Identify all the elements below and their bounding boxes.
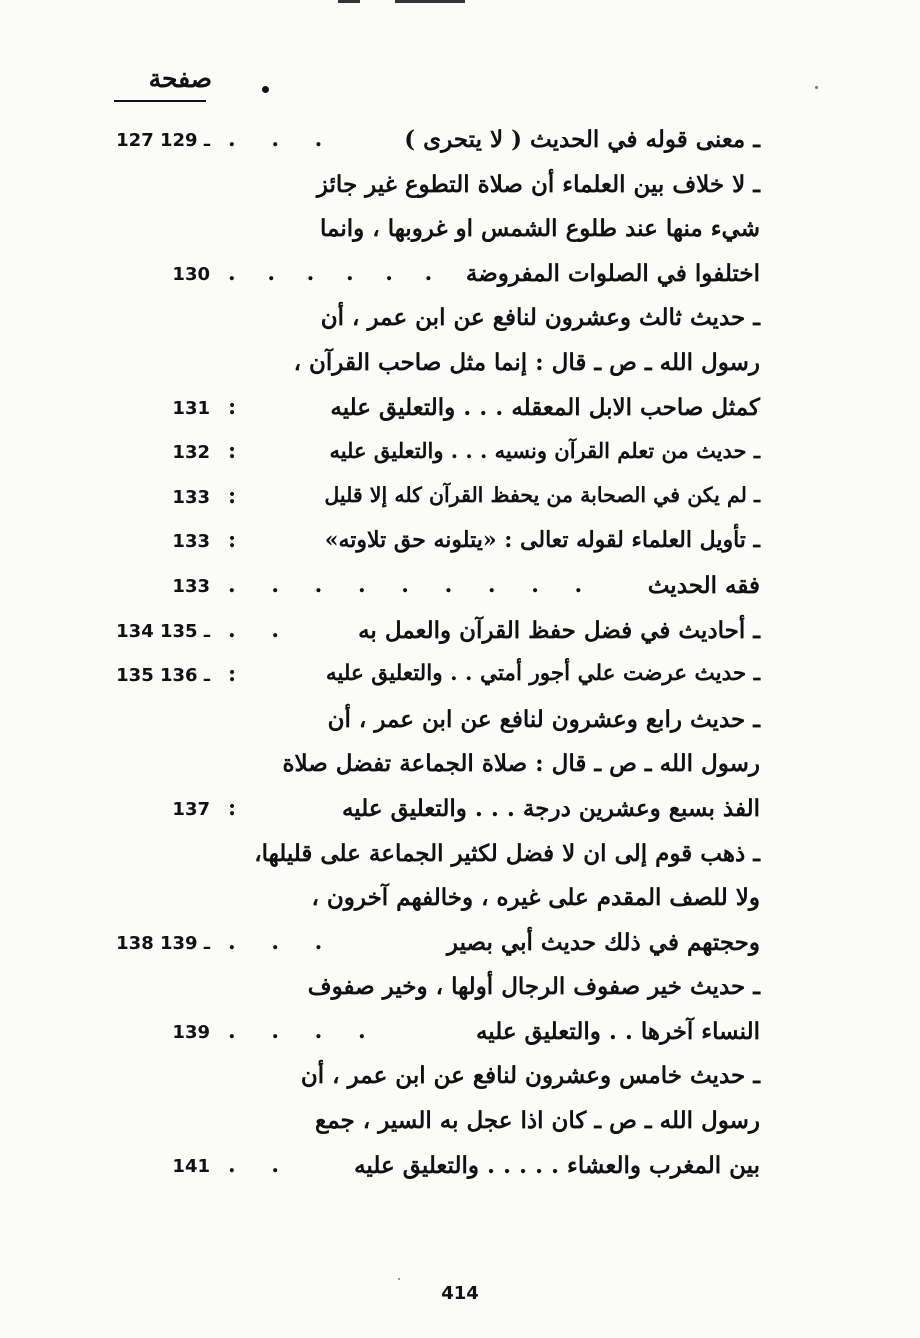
entry-text: ـ حديث خير صفوف الرجال أولها ، وخير صفوف: [307, 973, 760, 1001]
toc-entry: [110, 345, 760, 390]
header-underline: [114, 100, 206, 102]
entry-text: ـ ذهب قوم إلى ان لا فضل لكثير الجماعة على قليلها،: [254, 839, 760, 867]
entry-text: ـ حديث عرضت علي أجور أمتي . . والتعليق عليه: [325, 661, 760, 687]
entry-leader: :: [228, 438, 251, 465]
speck: [815, 86, 818, 89]
entry-leader: :: [228, 527, 251, 554]
page-number: 414: [441, 1283, 479, 1304]
toc-entry: [110, 434, 760, 479]
entry-page-number: 132: [172, 442, 210, 464]
entry-page-number: 133: [172, 531, 210, 553]
entry-leader: :: [228, 794, 251, 821]
toc-entry: [110, 1148, 760, 1193]
entry-text: رسول الله ـ ص ـ قال : إنما مثل صاحب القرآن ،: [293, 348, 760, 376]
entry-leader: . . . . . . . . .: [228, 571, 597, 598]
entry-text: ـ أحاديث في فضل حفظ القرآن والعمل به: [358, 616, 760, 644]
entry-page-number: 127 ـ 129: [116, 130, 210, 151]
entry-page-number: 139: [172, 1021, 210, 1043]
entry-text: شيء منها عند طلوع الشمس او غروبها ، وانما: [320, 215, 760, 243]
toc-entry: [110, 1103, 760, 1148]
entry-page-number: 141: [172, 1155, 210, 1177]
entry-leader: :: [228, 482, 251, 509]
entry-leader: . . .: [228, 928, 337, 955]
entry-text: بين المغرب والعشاء . . . . . والتعليق عليه: [354, 1151, 760, 1179]
entry-text: ـ تأويل العلماء لقوله تعالى : «يتلونه حق تلاوته»: [324, 527, 760, 554]
toc-entry: [110, 969, 760, 1014]
entry-text: النساء آخرها . . والتعليق عليه: [475, 1017, 760, 1045]
entry-text: ـ لا خلاف بين العلماء أن صلاة التطوع غير جائز: [316, 170, 760, 198]
toc-entry: [110, 657, 760, 702]
toc-entry: [110, 1058, 760, 1103]
entry-text: الفذ بسبع وعشرين درجة . . . والتعليق عليه: [341, 794, 760, 822]
toc-entry: [110, 211, 760, 256]
toc-entry: [110, 746, 760, 791]
entry-text: ـ حديث رابع وعشرون لنافع عن ابن عمر ، أن: [327, 705, 760, 733]
speck: [398, 1278, 400, 1280]
entry-page-number: 131: [172, 397, 210, 419]
entry-page-number: 137: [172, 798, 210, 820]
toc-entry: [110, 523, 760, 568]
toc-entry: [110, 1014, 760, 1059]
entry-leader: :: [228, 393, 251, 420]
toc-entry: [110, 256, 760, 301]
entry-text: اختلفوا في الصلوات المفروضة: [465, 259, 760, 287]
top-edge-marks: [300, 0, 560, 6]
table-of-contents: [110, 122, 760, 1192]
entry-leader: :: [228, 661, 251, 688]
toc-entry: [110, 925, 760, 970]
header-dot: [262, 86, 269, 93]
entry-text: ولا للصف المقدم على غيره ، وخالفهم آخرون ،: [311, 884, 760, 912]
entry-leader: . .: [228, 1151, 293, 1178]
entry-text: ـ حديث من تعلم القرآن ونسيه . . . والتعليق عليه: [329, 438, 760, 464]
page-column-header: [112, 64, 212, 104]
entry-page-number: 130: [172, 263, 210, 285]
entry-leader: . . . .: [228, 1017, 380, 1044]
toc-entry: [110, 167, 760, 212]
entry-leader: . .: [228, 616, 293, 643]
toc-entry: [110, 836, 760, 881]
toc-entry: [110, 479, 760, 524]
entry-text: رسول الله ـ ص ـ قال : صلاة الجماعة تفضل صلاة: [282, 750, 760, 778]
entry-text: فقه الحديث: [647, 571, 760, 599]
toc-entry: [110, 122, 760, 167]
toc-entry: [110, 568, 760, 613]
entry-page-number: 135 ـ 136: [116, 665, 210, 687]
header-label: صفحة: [148, 64, 212, 93]
toc-entry: [110, 613, 760, 658]
entry-leader: . . .: [228, 126, 337, 152]
entry-page-number: 133: [172, 575, 210, 597]
entry-page-number: 133: [172, 486, 210, 508]
toc-entry: [110, 880, 760, 925]
toc-entry: [110, 300, 760, 345]
toc-entry: [110, 390, 760, 435]
entry-page-number: 134 ـ 135: [116, 620, 210, 642]
entry-text: كمثل صاحب الابل المعقله . . . والتعليق عليه: [330, 393, 760, 421]
entry-text: رسول الله ـ ص ـ كان اذا عجل به السير ، جمع: [315, 1107, 760, 1135]
entry-text: ـ لم يكن في الصحابة من يحفظ القرآن كله إلا قليل: [324, 482, 760, 507]
entry-text: ـ حديث ثالث وعشرون لنافع عن ابن عمر ، أن: [320, 304, 760, 332]
entry-text: ـ معنى قوله في الحديث ( لا يتحرى ): [404, 126, 760, 153]
toc-entry: [110, 791, 760, 836]
toc-entry: [110, 702, 760, 747]
entry-text: وحجتهم في ذلك حديث أبي بصير: [446, 928, 760, 956]
entry-text: ـ حديث خامس وعشرون لنافع عن ابن عمر ، أن: [300, 1062, 760, 1090]
entry-leader: . . . . . .: [228, 259, 445, 286]
entry-page-number: 138 ـ 139: [116, 932, 210, 954]
